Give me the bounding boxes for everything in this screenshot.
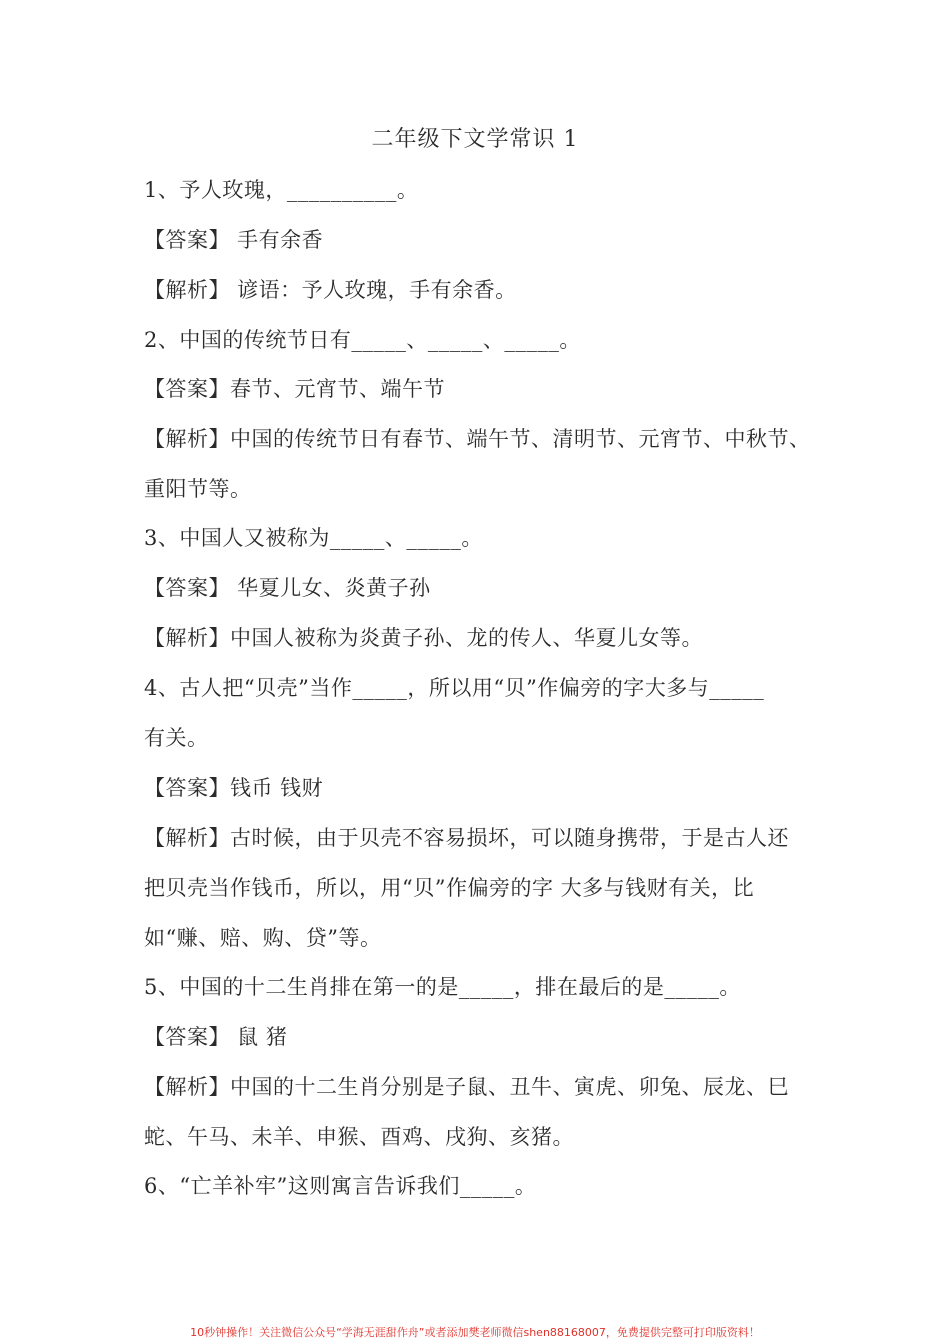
question-5: 5、中国的十二生肖排在第一的是_____，排在最后的是_____。 bbox=[144, 975, 741, 999]
analysis-3: 【解析】中国人被称为炎黄子孙、龙的传人、华夏儿女等。 bbox=[144, 626, 703, 650]
question-1: 1、予人玫瑰，__________。 bbox=[144, 178, 419, 202]
analysis-4-line-1: 【解析】古时候，由于贝壳不容易损坏，可以随身携带，于是古人还 bbox=[144, 826, 789, 850]
question-6: 6、“亡羊补牢”这则寓言告诉我们_____。 bbox=[144, 1174, 537, 1198]
analysis-4-line-3: 如“赚、赔、购、贷”等。 bbox=[144, 926, 382, 950]
analysis-5-line-2: 蛇、午马、未羊、申猴、酉鸡、戌狗、亥猪。 bbox=[144, 1125, 574, 1149]
analysis-5-line-1: 【解析】中国的十二生肖分别是子鼠、丑牛、寅虎、卯兔、辰龙、巳 bbox=[144, 1075, 789, 1099]
answer-2: 【答案】春节、元宵节、端午节 bbox=[144, 377, 445, 401]
question-4-line-2: 有关。 bbox=[144, 726, 209, 750]
answer-5: 【答案】 鼠 猪 bbox=[144, 1025, 288, 1049]
question-3: 3、中国人又被称为_____、_____。 bbox=[144, 526, 483, 550]
question-4-line-1: 4、古人把“贝壳”当作_____，所以用“贝”作偏旁的字大多与_____ bbox=[144, 676, 765, 700]
document-title: 二年级下文学常识 1 bbox=[371, 127, 579, 152]
analysis-1: 【解析】 谚语：予人玫瑰，手有余香。 bbox=[144, 278, 517, 302]
analysis-4-line-2: 把贝壳当作钱币，所以，用“贝”作偏旁的字 大多与钱财有关，比 bbox=[144, 876, 755, 900]
answer-4: 【答案】钱币 钱财 bbox=[144, 776, 324, 800]
question-2: 2、中国的传统节日有_____、_____、_____。 bbox=[144, 328, 581, 352]
analysis-2-line-2: 重阳节等。 bbox=[144, 477, 252, 501]
answer-3: 【答案】 华夏儿女、炎黄子孙 bbox=[144, 576, 431, 600]
footer-notice: 10秒钟操作！关注微信公众号“学海无涯甜作舟”或者添加樊老师微信shen88168007，免费提供完整可打印版资料！ bbox=[190, 1326, 760, 1339]
analysis-2-line-1: 【解析】中国的传统节日有春节、端午节、清明节、元宵节、中秋节、 bbox=[144, 427, 811, 451]
answer-1: 【答案】 手有余香 bbox=[144, 228, 324, 252]
